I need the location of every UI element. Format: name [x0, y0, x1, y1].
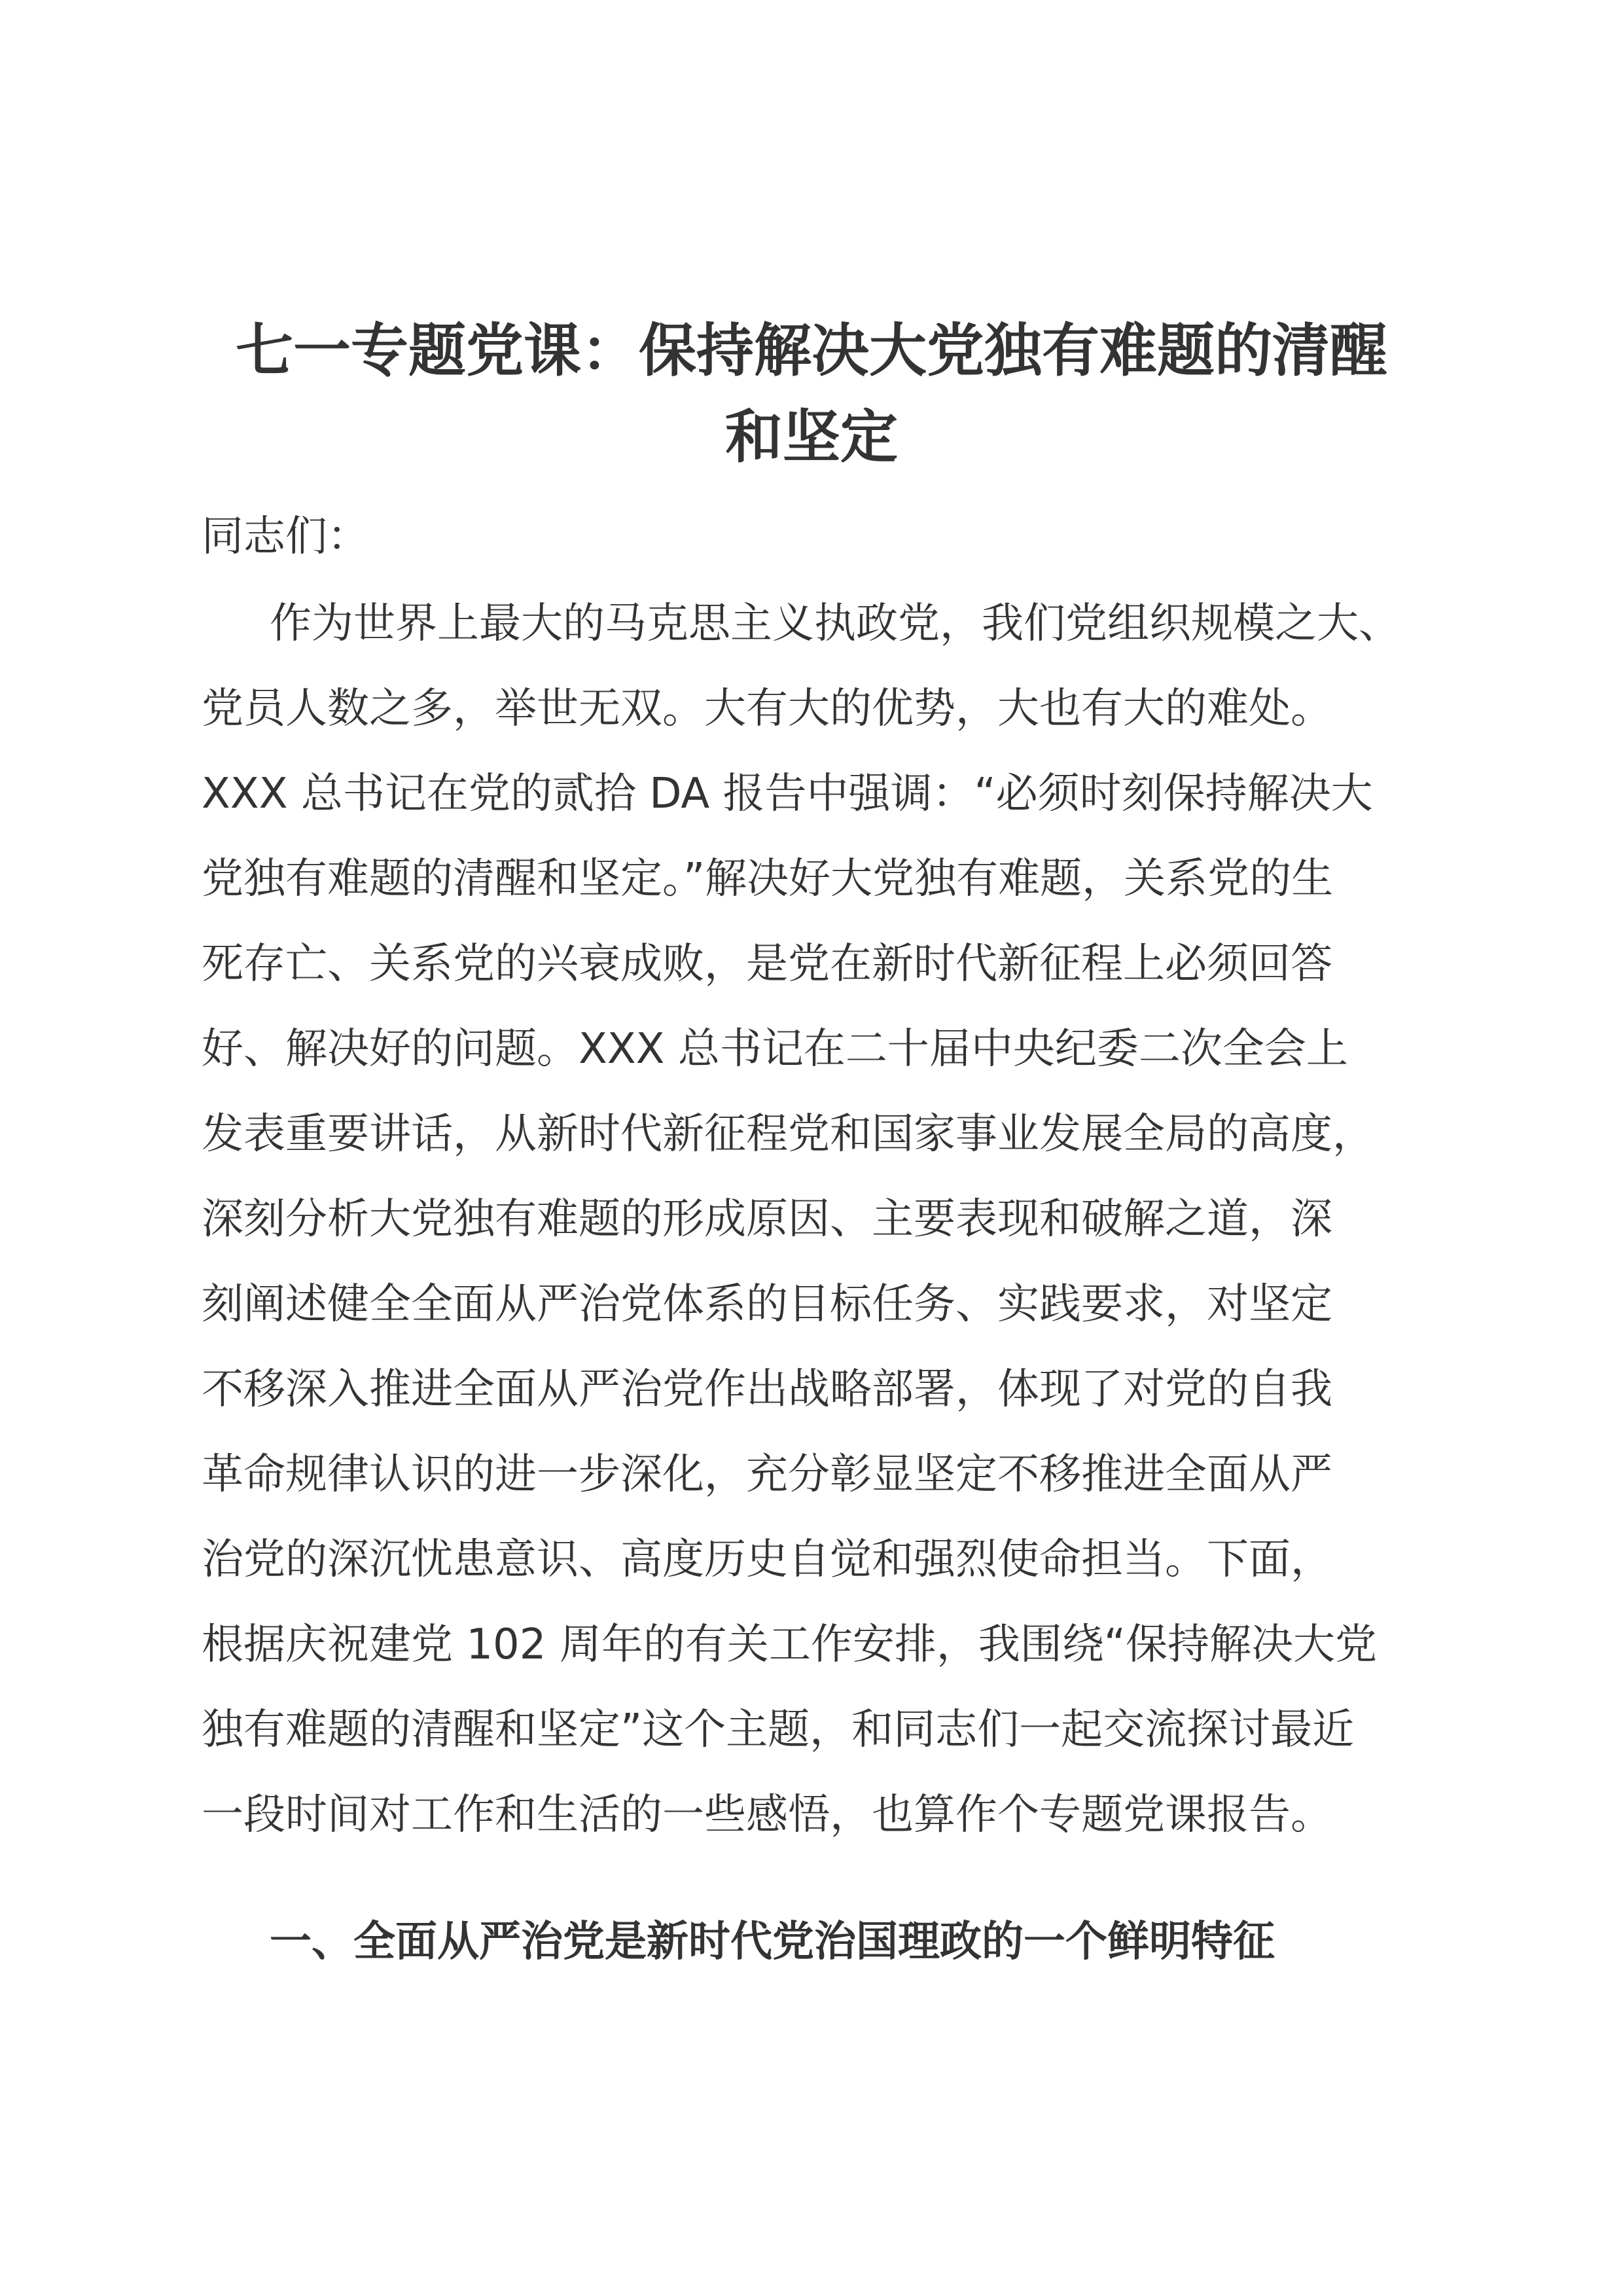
paragraph-line: 深刻分析大党独有难题的形成原因、主要表现和破解之道，深 — [202, 1195, 1332, 1244]
paragraph-line: 不移深入推进全面从严治党作出战略部署，体现了对党的自我 — [202, 1365, 1332, 1414]
body-paragraph — [202, 581, 1484, 1857]
paragraph-line: 革命规律认识的进一步深化，充分彰显坚定不移推进全面从严 — [202, 1450, 1332, 1499]
paragraph-line: 党员人数之多，举世无双。大有大的优势，大也有大的难处。 — [202, 685, 1332, 733]
paragraph-line: XXX 总书记在党的贰拾 DA 报告中强调：“必须时刻保持解决大 — [202, 770, 1373, 818]
paragraph-line: 作为世界上最大的马克思主义执政党，我们党组织规模之大、 — [270, 600, 1400, 648]
paragraph-line: 党独有难题的清醒和坚定。”解决好大党独有难题，关系党的生 — [202, 855, 1334, 903]
paragraph-line: 发表重要讲话，从新时代新征程党和国家事业发展全局的高度， — [202, 1110, 1374, 1158]
paragraph-line: 独有难题的清醒和坚定”这个主题，和同志们一起交流探讨最近 — [202, 1706, 1355, 1754]
title-line-1: 七一专题党课：保持解决大党独有难题的清醒 — [235, 317, 1387, 384]
paragraph-line: 刻阐述健全全面从严治党体系的目标任务、实践要求，对坚定 — [202, 1280, 1332, 1329]
paragraph-line: 治党的深沉忧患意识、高度历史自觉和强烈使命担当。下面， — [202, 1535, 1332, 1584]
document-title — [196, 308, 1427, 480]
paragraph-line: 一段时间对工作和生活的一些感悟，也算作个专题党课报告。 — [202, 1791, 1332, 1839]
title-line-2: 和坚定 — [724, 403, 898, 471]
paragraph-line: 好、解决好的问题。XXX 总书记在二十届中央纪委二次全会上 — [202, 1025, 1348, 1073]
salutation: 同志们： — [202, 512, 369, 561]
paragraph-line: 根据庆祝建党 102 周年的有关工作安排，我围绕“保持解决大党 — [202, 1621, 1377, 1669]
section-heading: 一、全面从严治党是新时代党治国理政的一个鲜明特征 — [270, 1918, 1275, 1966]
paragraph-line: 死存亡、关系党的兴衰成败，是党在新时代新征程上必须回答 — [202, 940, 1332, 988]
